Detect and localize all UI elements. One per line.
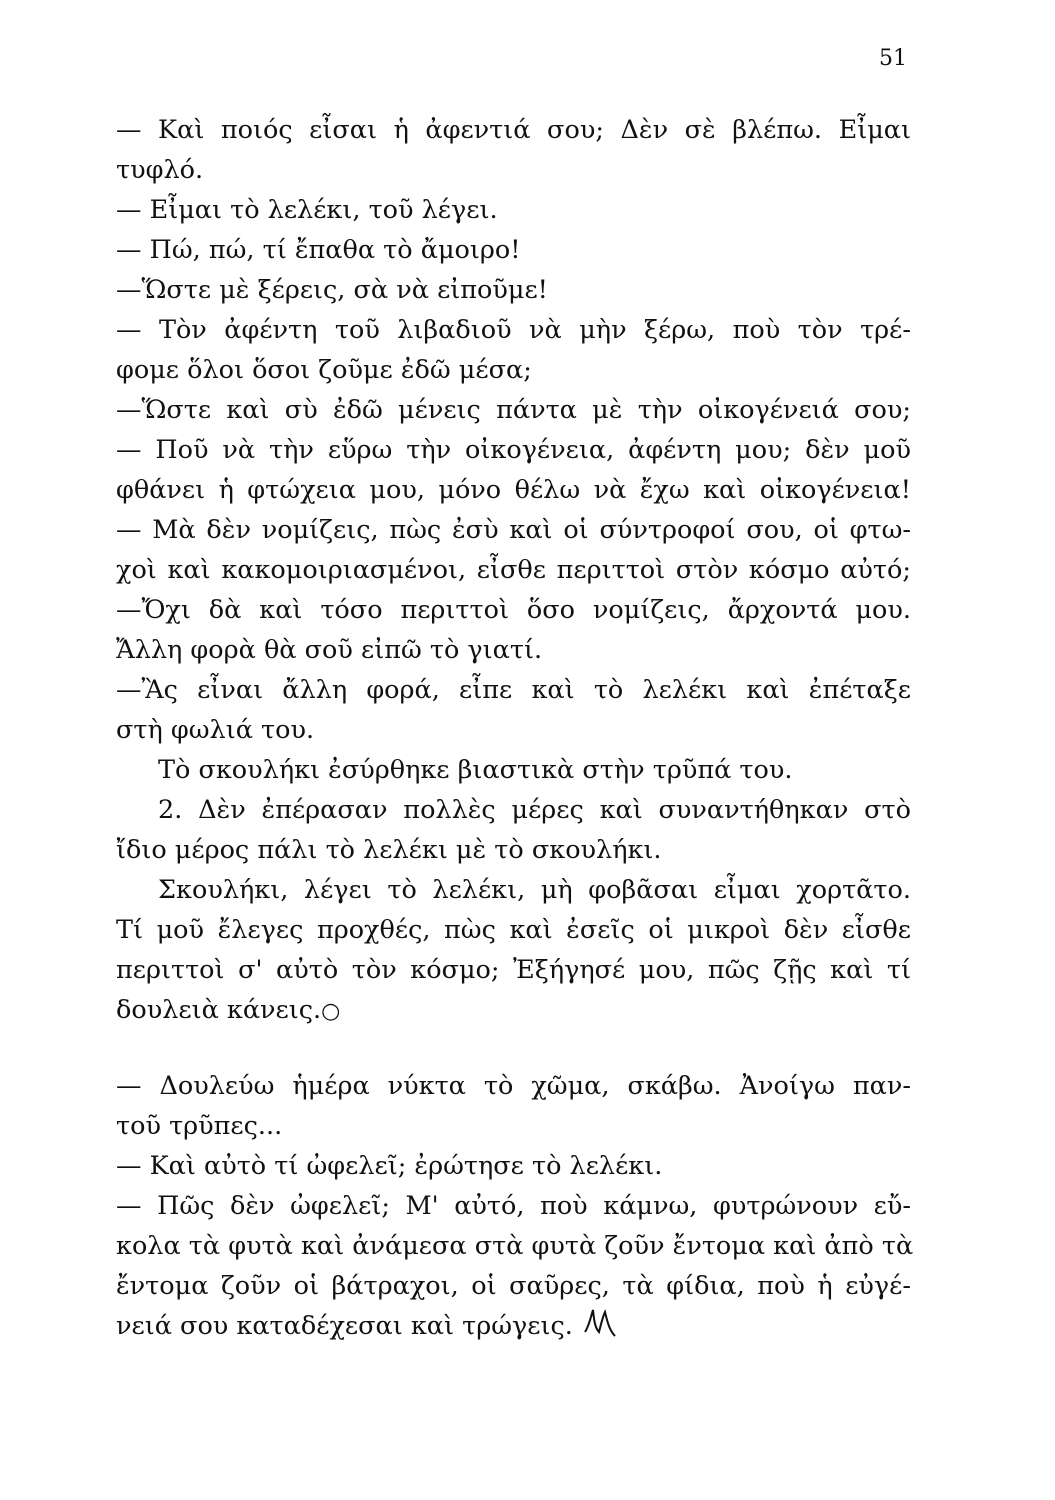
text-line: —Ὥστε μὲ ξέρεις, σὰ νὰ εἰποῦμε!: [116, 275, 548, 305]
paragraph-gap: [116, 1030, 911, 1066]
text-line: — Δουλεύω ἡμέρα νύκτα τὸ χῶμα, σκάβω. Ἀνοίγω παν-: [116, 1071, 911, 1101]
body-text: [116, 110, 914, 1346]
text-line: περιττοὶ σ' αὐτὸ τὸν κόσμο; Ἐξήγησέ μου, πῶς ζῇς καὶ τί: [116, 955, 911, 985]
text-line: — Πώ, πώ, τί ἔπαθα τὸ ἄμοιρο!: [116, 235, 521, 265]
text-line: φομε ὅλοι ὅσοι ζοῦμε ἐδῶ μέσα;: [116, 355, 532, 385]
text-line: — Ποῦ νὰ τὴν εὕρω τὴν οἰκογένεια, ἀφέντη μου; δὲν μοῦ: [116, 435, 911, 465]
text-line-with-signature: [116, 1306, 911, 1346]
circle-mark-icon: ○: [321, 999, 341, 1024]
text-line: — Μὰ δὲν νομίζεις, πὼς ἐσὺ καὶ οἱ σύντροφοί σου, οἱ φτω-: [116, 515, 911, 545]
text-line: χοὶ καὶ κακομοιριασμένοι, εἶσθε περιττοὶ στὸν κόσμο αὐτό;: [116, 555, 911, 585]
text-line: — Καὶ αὐτὸ τί ὠφελεῖ; ἐρώτησε τὸ λελέκι.: [116, 1151, 663, 1181]
text-line: — Πῶς δὲν ὠφελεῖ; Μ' αὐτό, ποὺ κάμνω, φυτρώνουν εὔ-: [116, 1191, 911, 1221]
text-line: νειά σου καταδέχεσαι καὶ τρώγεις.: [116, 1311, 573, 1341]
text-line: Ἄλλη φορὰ θὰ σοῦ εἰπῶ τὸ γιατί.: [116, 635, 543, 665]
text-line: Τὸ σκουλήκι ἐσύρθηκε βιαστικὰ στὴν τρῦπά του.: [158, 755, 793, 785]
handwritten-mark-icon: [581, 1306, 621, 1352]
text-line: 2. Δὲν ἐπέρασαν πολλὲς μέρες καὶ συναντήθηκαν στὸ: [158, 795, 911, 825]
text-line: τυφλό.: [116, 155, 204, 185]
text-line: —Ὄχι δὰ καὶ τόσο περιττοὶ ὅσο νομίζεις, ἄρχοντά μου.: [116, 595, 911, 625]
text-line: ἔντομα ζοῦν οἱ βάτραχοι, οἱ σαῦρες, τὰ φίδια, ποὺ ἡ εὐγέ-: [116, 1271, 911, 1301]
text-line: δουλειὰ κάνεις.: [116, 995, 322, 1025]
text-line: —Ἂς εἶναι ἄλλη φορά, εἶπε καὶ τὸ λελέκι καὶ ἐπέταξε: [116, 675, 911, 705]
text-line: τοῦ τρῦπες...: [116, 1111, 283, 1141]
page-number: 51: [879, 46, 907, 71]
text-line: Τί μοῦ ἔλεγες προχθές, πὼς καὶ ἐσεῖς οἱ μικροὶ δὲν εἶσθε: [116, 915, 911, 945]
text-line: —Ὥστε καὶ σὺ ἐδῶ μένεις πάντα μὲ τὴν οἰκογένειά σου;: [116, 395, 911, 425]
text-line: κολα τὰ φυτὰ καὶ ἀνάμεσα στὰ φυτὰ ζοῦν ἔντομα καὶ ἀπὸ τὰ: [116, 1231, 914, 1261]
text-line: στὴ φωλιά του.: [116, 715, 315, 745]
text-line-with-mark: [116, 990, 911, 1030]
text-line: — Εἶμαι τὸ λελέκι, τοῦ λέγει.: [116, 195, 498, 225]
text-line: — Τὸν ἀφέντη τοῦ λιβαδιοῦ νὰ μὴν ξέρω, ποὺ τὸν τρέ-: [116, 315, 911, 345]
text-line: Σκουλήκι, λέγει τὸ λελέκι, μὴ φοβᾶσαι εἶμαι χορτᾶτο.: [158, 875, 911, 905]
text-line: ἴδιο μέρος πάλι τὸ λελέκι μὲ τὸ σκουλήκι.: [116, 835, 662, 865]
text-line: — Καὶ ποιός εἶσαι ἡ ἀφεντιά σου; Δὲν σὲ βλέπω. Εἶμαι: [116, 115, 911, 145]
text-line: φθάνει ἡ φτώχεια μου, μόνο θέλω νὰ ἔχω καὶ οἰκογένεια!: [116, 475, 911, 505]
